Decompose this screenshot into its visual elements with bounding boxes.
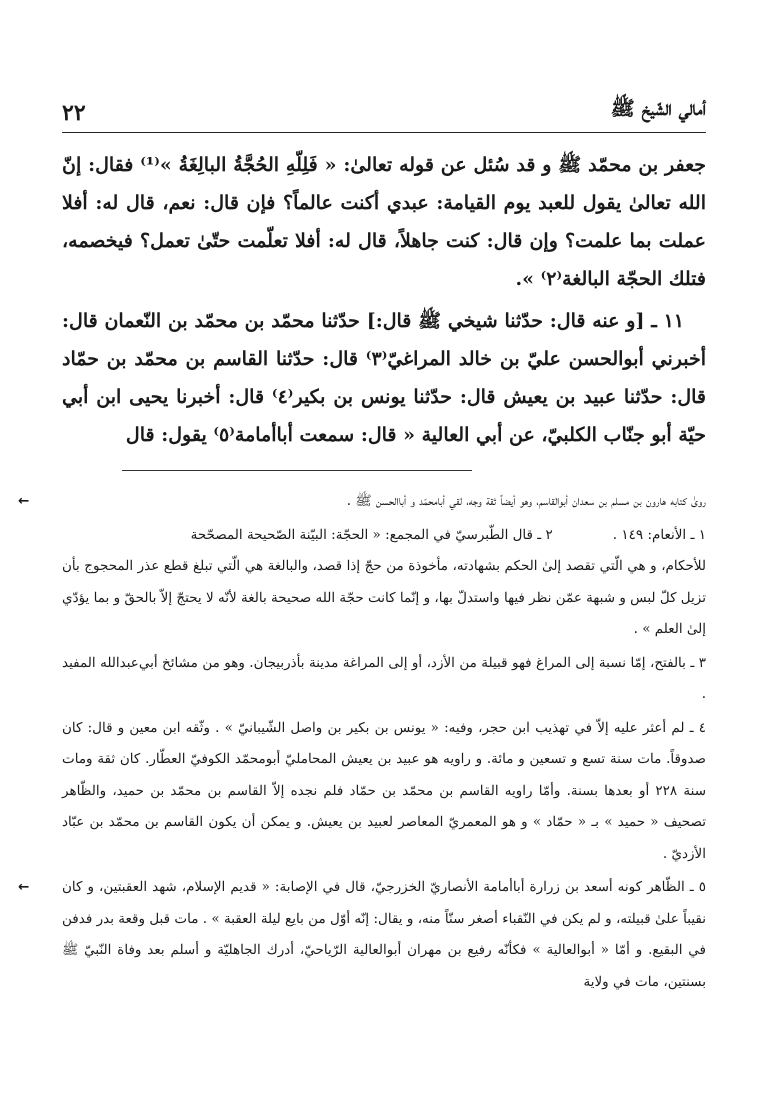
continuation-arrow-icon: ← — [18, 493, 30, 509]
footnote-3: ٣ ـ بالفتح، إمّا نسبة إلى المراغ فهو قبيلة من الأزد، أو إلى المراغة مدينة بأذربيجان. وهو من مشائخ أبي‌عبدالله المفيد . — [62, 654, 706, 702]
footnote-row-1-2 — [62, 520, 706, 552]
footnote-2-body: للأحكام، و هي الّتي تقصد إلىٰ الحكم بشهادته، مأخوذة من حجّ إذا قصد، والبالغة هي الّتي تبلغ قطع عذر المحجوج بأن تزيل كلّ لبس و شبهة عمّن نظر فيها واستدلّ بها، و إنّما كانت حجّة الله صحيحة بالغة لأنّه لا يحتجّ إلاّ بالحقّ و بما يؤدّي إلىٰ العلم » . — [62, 558, 706, 637]
footnote-divider — [122, 470, 472, 471]
footnote-2-start: ٢ ـ قال الطّبرسيّ في المجمع: « الحجّة: البيّنة الصّحيحة المصحّحة — [190, 526, 553, 543]
continues-arrow-icon: ← — [18, 879, 30, 895]
main-text — [62, 146, 706, 458]
main-paragraph-1: جعفر بن محمّد ﷺ و قد سُئل عن قوله تعالىٰ: « فَلِلّهِ الحُجَّةُ البالِغَةُ »⁽¹⁾ فقال: إنّ الله تعالىٰ يقول للعبد يوم القيامة: عبدي أكنت عالماً؟ فإن قال: نعم، قال له: أفلا عملت بما علمت؟ وإن قال: كنت جاهلاً، قال له: أفلا تعلّمت حتّىٰ تعمل؟ فيخصمه، فتلك الحجّة البالغة⁽٢⁾ ». — [62, 154, 707, 290]
footnotes — [18, 486, 707, 1000]
main-paragraph-2: ١١ ـ [و عنه قال: حدّثنا شيخي ﷺ قال:] حدّثنا محمّد بن محمّد بن النّعمان قال: أخبرني أبوالحسن عليّ بن خالد المراغيّ⁽٣⁾ قال: حدّثنا القاسم بن محمّد بن حمّاد قال: حدّثنا عبيد بن يعيش قال: حدّثنا يونس بن بكير⁽٤⁾ قال: أخبرنا يحيى ابن أبي حيّة أبو جنّاب الكلبيّ، عن أبي العالية « قال: سمعت أباأمامة⁽٥⁾ يقول: قال — [62, 310, 707, 446]
footnote-4: ٤ ـ لم أعثر عليه إلاّ في تهذيب ابن حجر، وفيه: « يونس بن بكير بن واصل الشّيبانيّ » . وثّقه ابن معين و قال: كان صدوقاً. مات سنة تسع و تسعين و مائة. و راويه هو عبيد بن يعيش المحامليّ أبومحمّد الكوفيّ العطّار. كان ثقة ومات سنة ٢٢٨ أو بعدها بسنة. وأمّا راويه القاسم بن محمّد بن حمّاد فلم نجده إلاّ القاسم بن محمّد بن حميد، والظّاهر تصحيف « حميد » بـ « حمّاد » و هو المعمريّ المعاصر لعبيد بن يعيش. و يمكن أن يكون القاسم بن محمّد بن عبّاد الأزديّ . — [62, 719, 707, 862]
running-title: أمالي الشّيخ ﷺ — [610, 96, 706, 120]
footnote-continuation: ← روىٰ كتابه هارون بن مسلم بن سعدان أبوالقاسم، وهو أيضاً ثقة وجه، لقي أبامحمّد و أباالحسن ﷺ . — [62, 486, 706, 518]
footnote-1: ١ ـ الأنعام: ١٤٩ . — [612, 526, 706, 543]
footnote-5: ٥ ـ الظّاهر كونه أسعد بن زرارة أباأمامة الأنصاريّ الخزرجيّ، قال في الإصابة: « قديم الإسلام، شهد العقبتين، و كان نقيباً علىٰ قبيلته، و لم يكن في النّقباء أصغر سنّاً منه، و يقال: إنّه أوّل من بايع ليلة العقبة » . مات قبل وقعة بدر فدفن في البقيع. و أمّا « أبوالعالية » فكأنّه رفيع بن مهران أبوالعالية الرّياحيّ، أدرك الجاهليّة و أسلم بعد وفاة النّبيّ ﷺ بسنتين، مات في ولاية ← — [62, 872, 706, 998]
page-number: ٢٢ — [62, 100, 86, 126]
page-header — [62, 96, 706, 133]
